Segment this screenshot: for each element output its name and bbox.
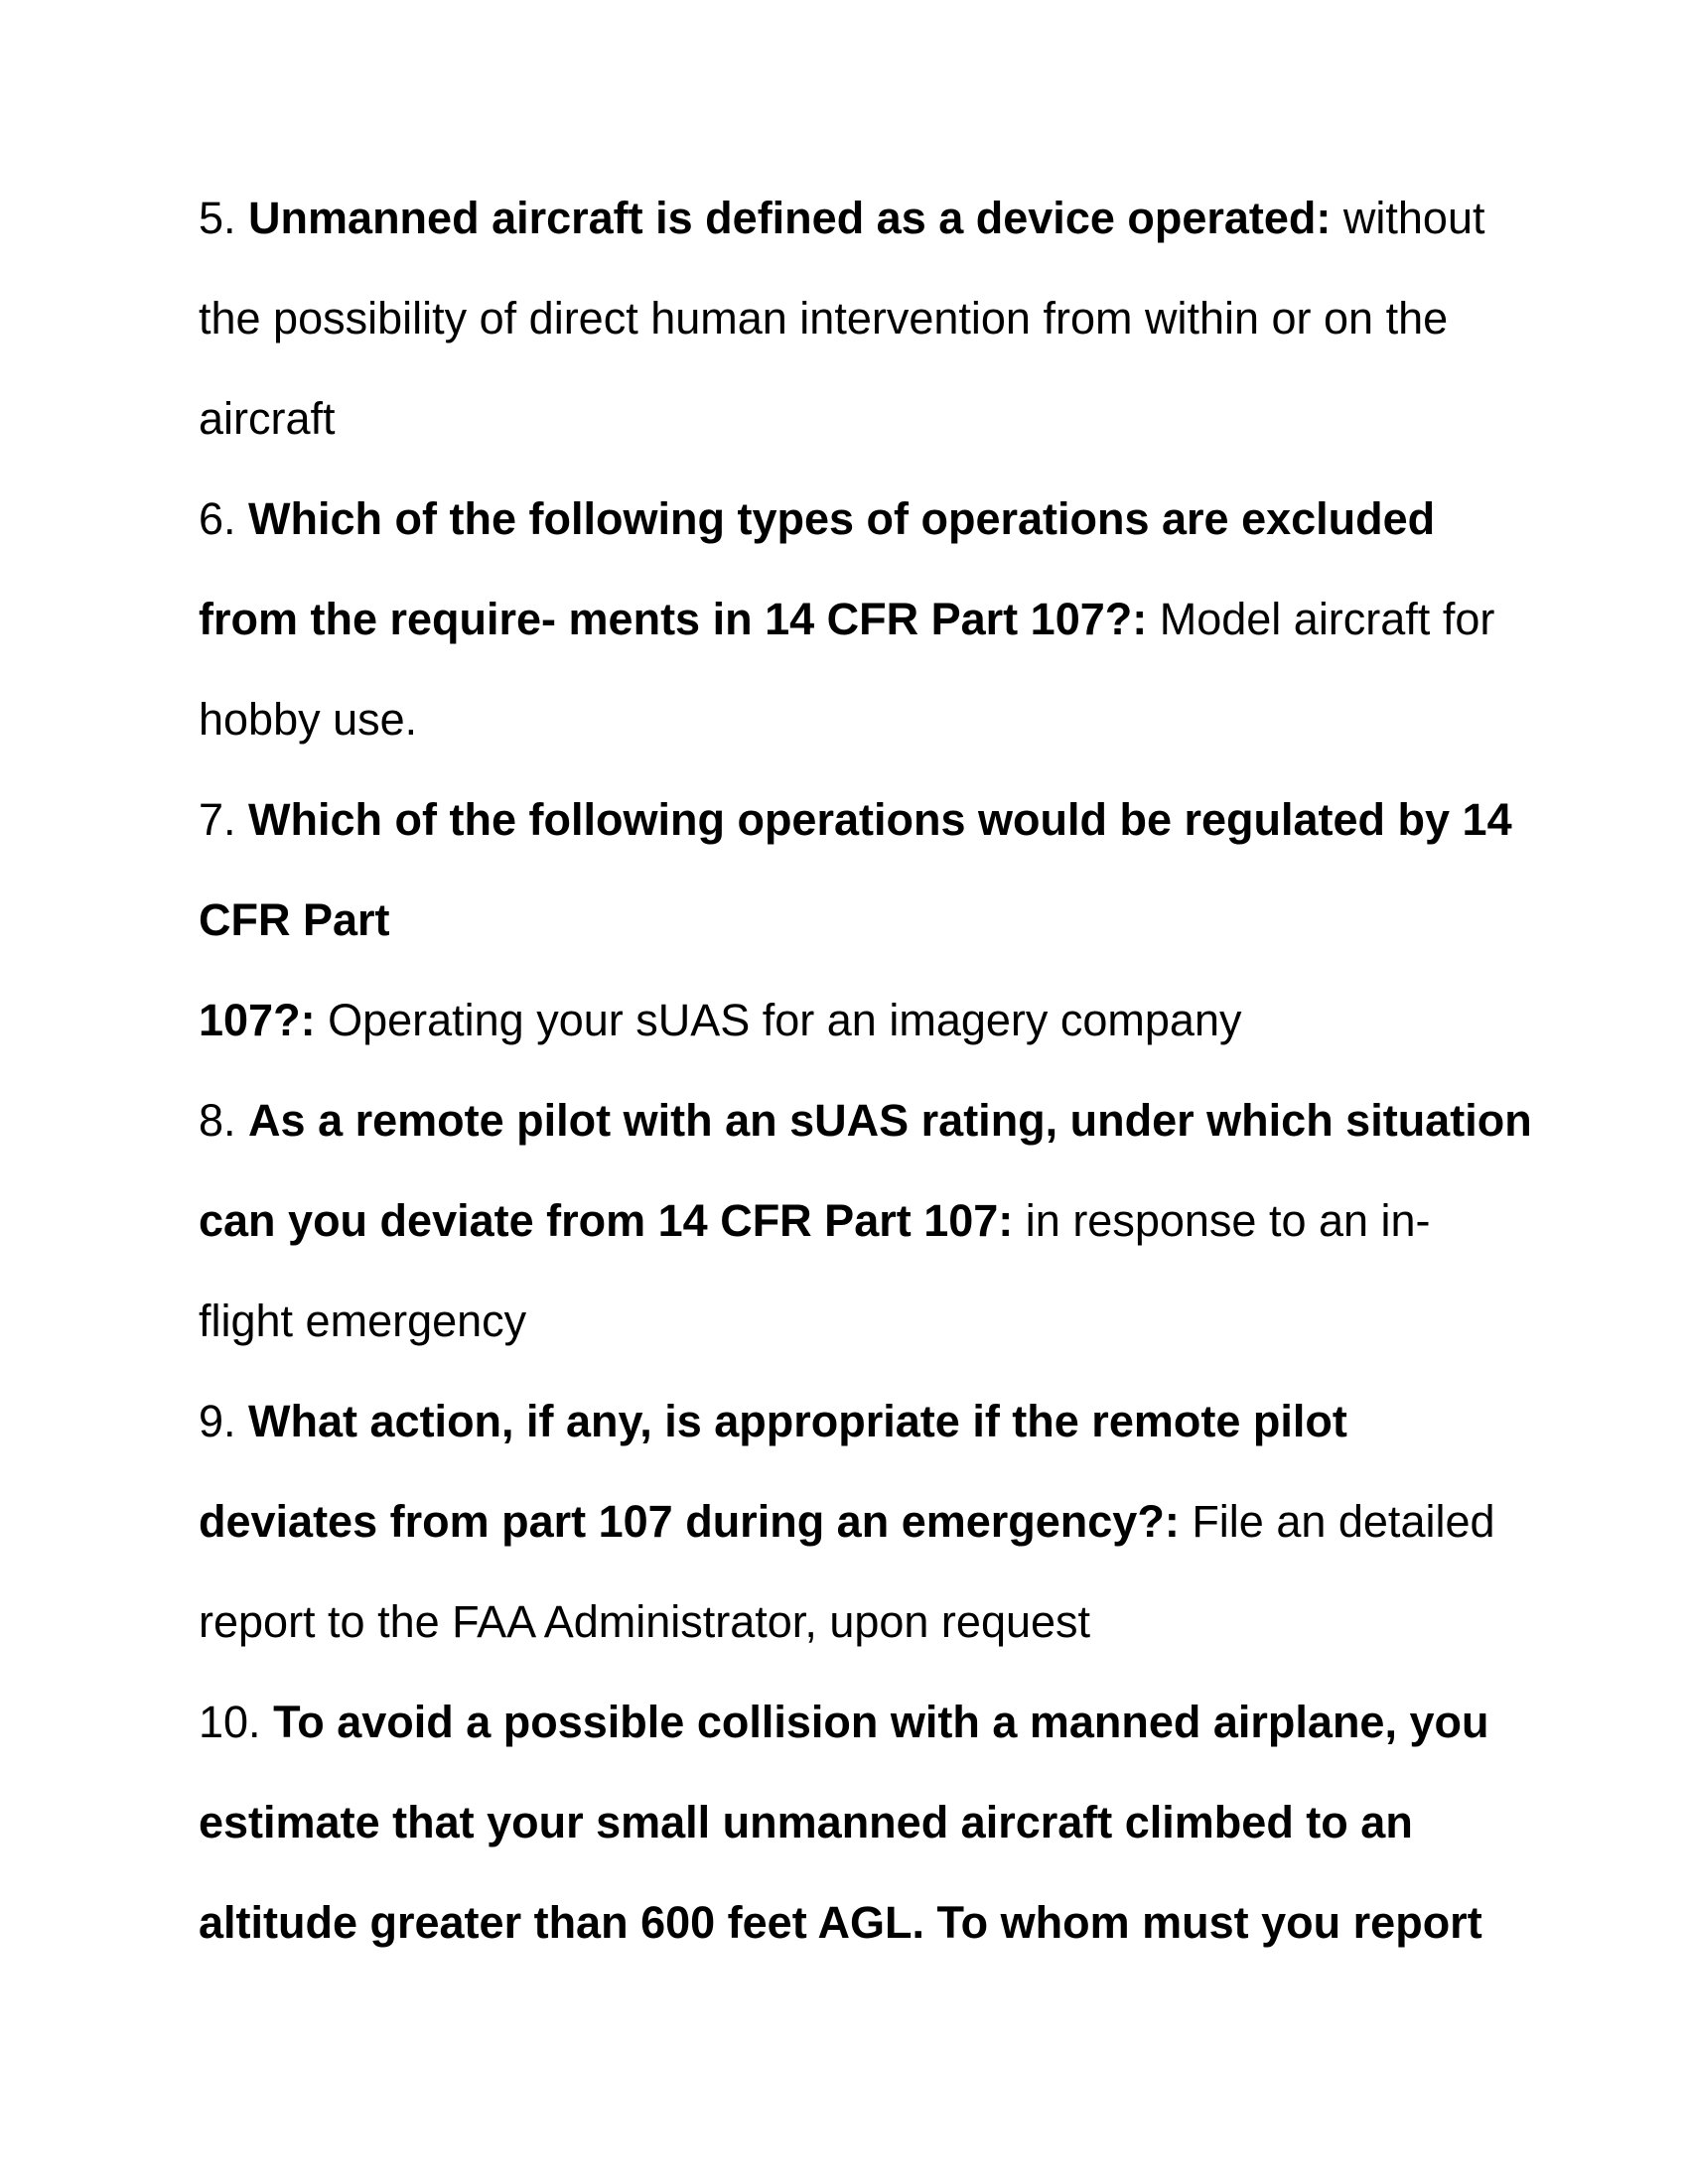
answer-text: report to the FAA Administrator, upon request xyxy=(199,1596,1091,1647)
question-text: To avoid a possible collision with a manned airplane, you xyxy=(273,1697,1489,1747)
qa-line xyxy=(199,489,1435,549)
qa-line xyxy=(199,1492,1495,1552)
qa-line xyxy=(199,1392,1347,1451)
qa-line xyxy=(199,890,390,950)
question-text: estimate that your small unmanned aircraft climbed to an xyxy=(199,1797,1413,1847)
qa-line xyxy=(199,1191,1431,1251)
qa-line xyxy=(199,189,1485,248)
qa-line xyxy=(199,1693,1488,1752)
answer-text: Operating your sUAS for an imagery company xyxy=(315,995,1242,1045)
answer-text: without xyxy=(1331,193,1485,243)
question-text: altitude greater than 600 feet AGL. To whom must you report xyxy=(199,1897,1482,1948)
question-text: As a remote pilot with an sUAS rating, under which situation xyxy=(248,1095,1532,1146)
item-number: 6. xyxy=(199,493,249,544)
answer-text: in response to an in- xyxy=(1013,1195,1431,1246)
qa-line xyxy=(199,790,1512,850)
question-text: from the require- ments in 14 CFR Part 107?: xyxy=(199,594,1148,644)
answer-text: flight emergency xyxy=(199,1296,527,1346)
question-text: What action, if any, is appropriate if the remote pilot xyxy=(248,1396,1347,1446)
answer-text: Model aircraft for xyxy=(1147,594,1495,644)
qa-line xyxy=(199,289,1448,348)
qa-line xyxy=(199,690,417,750)
qa-line xyxy=(199,590,1494,649)
qa-line xyxy=(199,1893,1482,1953)
qa-line xyxy=(199,1793,1413,1852)
question-text: Which of the following types of operations are excluded xyxy=(248,493,1436,544)
question-text: Unmanned aircraft is defined as a device operated: xyxy=(248,193,1332,243)
qa-line xyxy=(199,991,1241,1050)
answer-text: the possibility of direct human intervention from within or on the xyxy=(199,293,1449,343)
qa-line xyxy=(199,1091,1532,1151)
qa-line xyxy=(199,1592,1090,1652)
question-text: CFR Part xyxy=(199,894,390,945)
item-number: 9. xyxy=(199,1396,249,1446)
qa-line xyxy=(199,389,336,449)
qa-line xyxy=(199,1292,526,1351)
item-number: 7. xyxy=(199,794,249,845)
question-text: 107?: xyxy=(199,995,316,1045)
item-number: 8. xyxy=(199,1095,249,1146)
answer-text: hobby use. xyxy=(199,694,418,745)
question-text: can you deviate from 14 CFR Part 107: xyxy=(199,1195,1014,1246)
answer-text: File an detailed xyxy=(1179,1496,1495,1547)
answer-text: aircraft xyxy=(199,393,336,444)
item-number: 10. xyxy=(199,1697,274,1747)
question-text: deviates from part 107 during an emergency?: xyxy=(199,1496,1180,1547)
item-number: 5. xyxy=(199,193,249,243)
question-text: Which of the following operations would be regulated by 14 xyxy=(248,794,1512,845)
